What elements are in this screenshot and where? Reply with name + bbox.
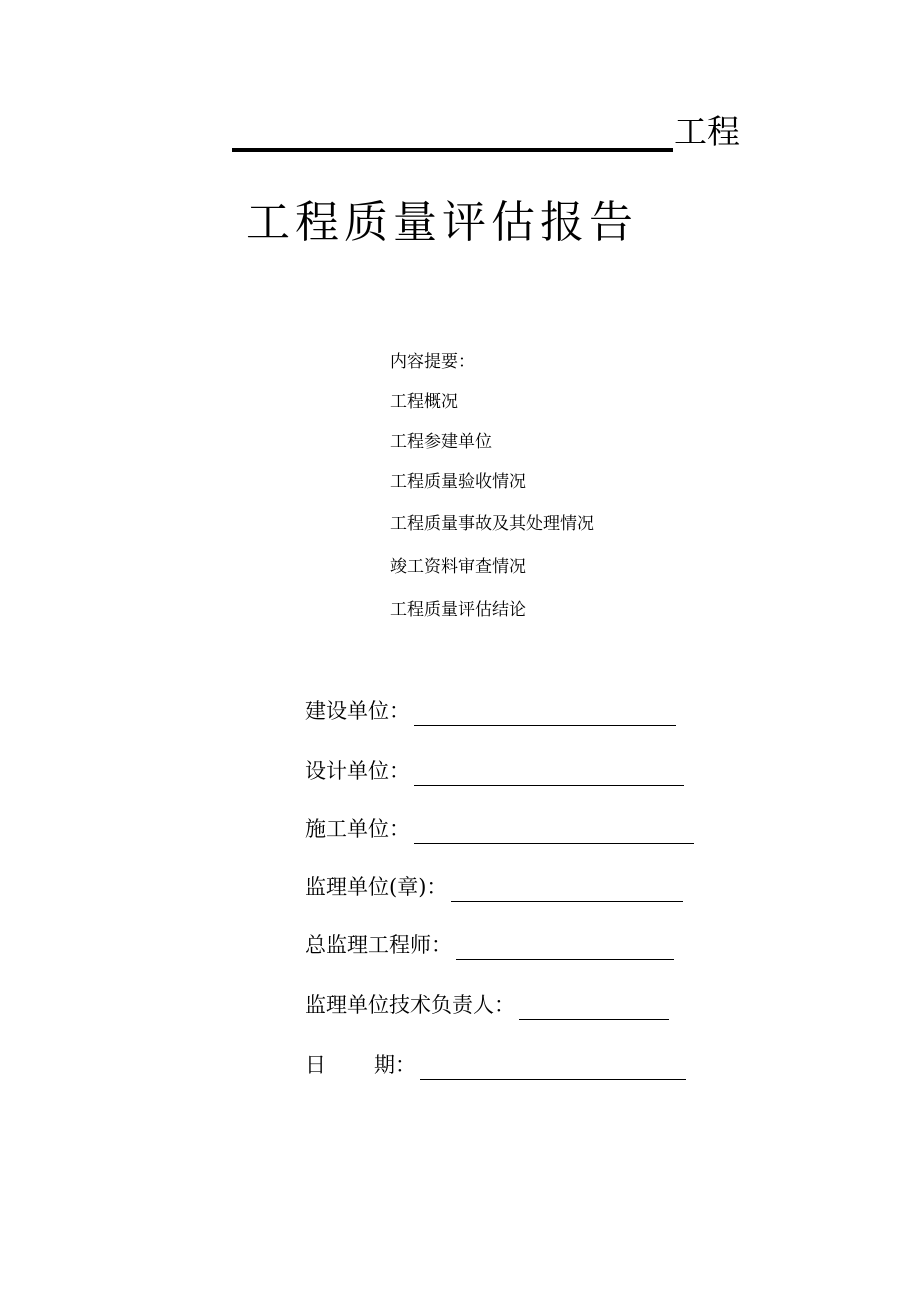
project-suffix: 工程: [674, 112, 740, 151]
contractor-unit-label: 施工单位：: [305, 817, 410, 841]
construction-unit-blank: [414, 699, 676, 726]
design-unit-label: 设计单位：: [305, 759, 410, 783]
date-field: [305, 1046, 686, 1080]
construction-unit-label: 建设单位：: [305, 699, 410, 723]
supervision-unit-field: [305, 868, 683, 902]
supervision-tech-lead-label: 监理单位技术负责人：: [305, 993, 515, 1017]
supervision-tech-lead-field: [305, 986, 669, 1020]
date-blank: [420, 1053, 686, 1080]
summary-item: 工程质量事故及其处理情况: [390, 514, 594, 534]
supervision-unit-label: 监理单位(章)：: [305, 875, 448, 899]
chief-supervisor-field: [305, 926, 674, 960]
construction-unit-field: [305, 692, 676, 726]
summary-item: 工程质量评估结论: [390, 600, 526, 620]
design-unit-field: [305, 752, 684, 786]
summary-item: 工程概况: [390, 392, 458, 412]
summary-item: 竣工资料审查情况: [390, 557, 526, 577]
contractor-unit-blank: [414, 817, 694, 844]
summary-item: 工程参建单位: [390, 432, 492, 452]
report-title: 工程质量评估报告: [246, 197, 638, 248]
design-unit-blank: [414, 759, 684, 786]
summary-item: 工程质量验收情况: [390, 472, 526, 492]
date-label-second-char: 期：: [374, 1053, 416, 1077]
chief-supervisor-label: 总监理工程师：: [305, 933, 452, 957]
project-name-blank: [232, 148, 673, 152]
supervision-tech-lead-blank: [519, 993, 669, 1020]
supervision-unit-blank: [451, 875, 683, 902]
chief-supervisor-blank: [456, 933, 674, 960]
summary-heading: 内容提要：: [390, 352, 475, 372]
date-label-first-char: 日: [305, 1053, 326, 1077]
contractor-unit-field: [305, 810, 694, 844]
